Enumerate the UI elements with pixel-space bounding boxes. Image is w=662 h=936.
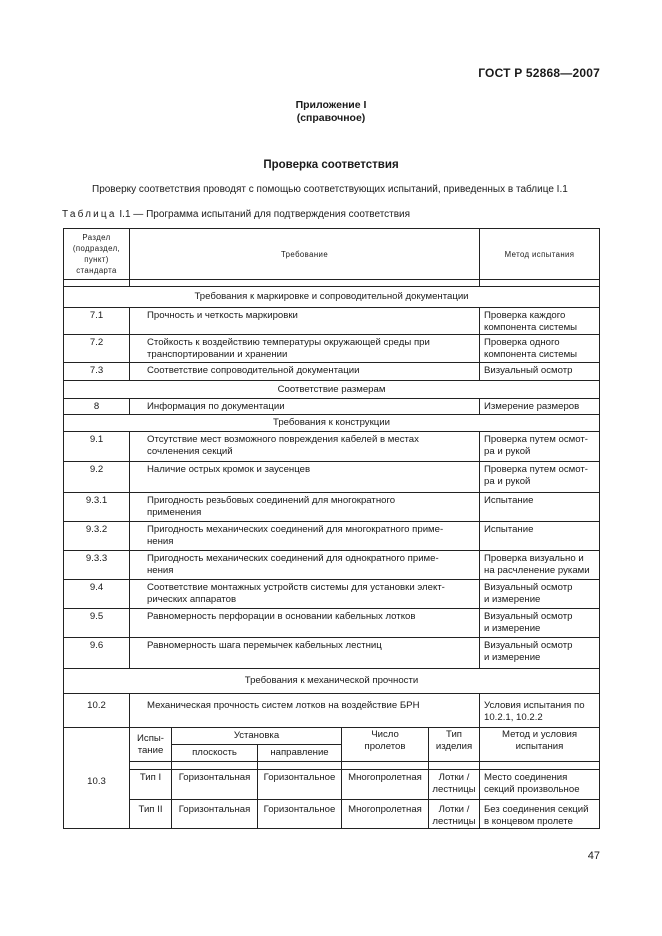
table-row: 10.2 Механическая прочность систем лотков на воздействие БРН Условия испытания по 10.2.1, 10.2.2 — [64, 694, 600, 728]
table-row: 7.2 Стойкость к воздействию температуры окружающей среды при транспортировании и хранении Проверка одного компонента системы — [64, 335, 600, 363]
sub-header-install: Установка — [172, 728, 342, 745]
group-row: Соответствие размерам — [64, 381, 600, 399]
header-requirement: Требование — [130, 229, 480, 280]
group-row: Требования к маркировке и сопроводительной документации — [64, 287, 600, 308]
sub-header-test: Испы- тание — [130, 728, 172, 762]
table-row: 8 Информация по документации Измерение размеров — [64, 399, 600, 415]
table-row: 9.4 Соответствие монтажных устройств системы для установки элект- рических аппаратов Визуальный осмотр и измерение — [64, 580, 600, 609]
table-row: 7.1 Прочность и четкость маркировки Проверка каждого компонента системы — [64, 308, 600, 335]
table-row: 7.3 Соответствие сопроводительной документации Визуальный осмотр — [64, 363, 600, 381]
table-caption — [62, 209, 410, 220]
table-caption-prefix: Таблица — [62, 209, 117, 220]
appendix-title: Приложение I — [295, 99, 367, 111]
sub-header-type: Тип изделия — [429, 728, 480, 762]
header-method: Метод испытания — [480, 229, 600, 280]
appendix-note: (справочное) — [296, 112, 366, 124]
page-number: 47 — [587, 850, 600, 862]
table-row: 9.5 Равномерность перфорации в основании кабельных лотков Визуальный осмотр и измерение — [64, 609, 600, 638]
subtable-header-row — [64, 728, 600, 745]
table-caption-text: I.1 — Программа испытаний для подтверждения соответствия — [119, 209, 411, 220]
group-row: Требования к механической прочности — [64, 669, 600, 694]
appendix-heading — [0, 99, 662, 125]
subtable-row: Тип II Горизонтальная Горизонтальное Многопролетная Лотки / лестницы Без соединения секций в концевом пролете — [64, 800, 600, 829]
intro-paragraph: Проверку соответствия проводят с помощью соответствующих испытаний, приведенных в таблице I.1 — [92, 184, 568, 195]
test-program-table — [63, 228, 600, 829]
group-row: Требования к конструкции — [64, 415, 600, 432]
table-row: 9.6 Равномерность шага перемычек кабельных лестниц Визуальный осмотр и измерение — [64, 638, 600, 669]
subtable-spacer-row — [64, 762, 600, 770]
table-header-row — [64, 229, 600, 280]
subtable-row: Тип I Горизонтальная Горизонтальное Многопролетная Лотки / лестницы Место соединения секций произвольное — [64, 770, 600, 800]
sub-header-method: Метод и условия испытания — [480, 728, 600, 762]
sub-header-direction: направление — [258, 745, 342, 762]
sub-header-plane: плоскость — [172, 745, 258, 762]
header-spacer-row — [64, 280, 600, 287]
section-title: Проверка соответствия — [263, 159, 399, 171]
sub-header-spans: Число пролетов — [342, 728, 429, 762]
table-row: 9.3.1 Пригодность резьбовых соединений для многократного применения Испытание — [64, 493, 600, 522]
table-row: 9.3.2 Пригодность механических соединений для многократного приме- нения Испытание — [64, 522, 600, 551]
document-id: ГОСТ Р 52868—2007 — [478, 66, 600, 80]
header-section: Раздел (подраздел, пункт) стандарта — [64, 229, 130, 280]
table-row: 9.2 Наличие острых кромок и заусенцев Проверка путем осмот- ра и рукой — [64, 462, 600, 493]
table-row: 9.3.3 Пригодность механических соединений для однократного приме- нения Проверка визуально и на расчленение руками — [64, 551, 600, 580]
row-num-10-3: 10.3 — [64, 728, 130, 829]
table-row: 9.1 Отсутствие мест возможного повреждения кабелей в местах сочленения секций Проверка путем осмот- ра и рукой — [64, 432, 600, 462]
